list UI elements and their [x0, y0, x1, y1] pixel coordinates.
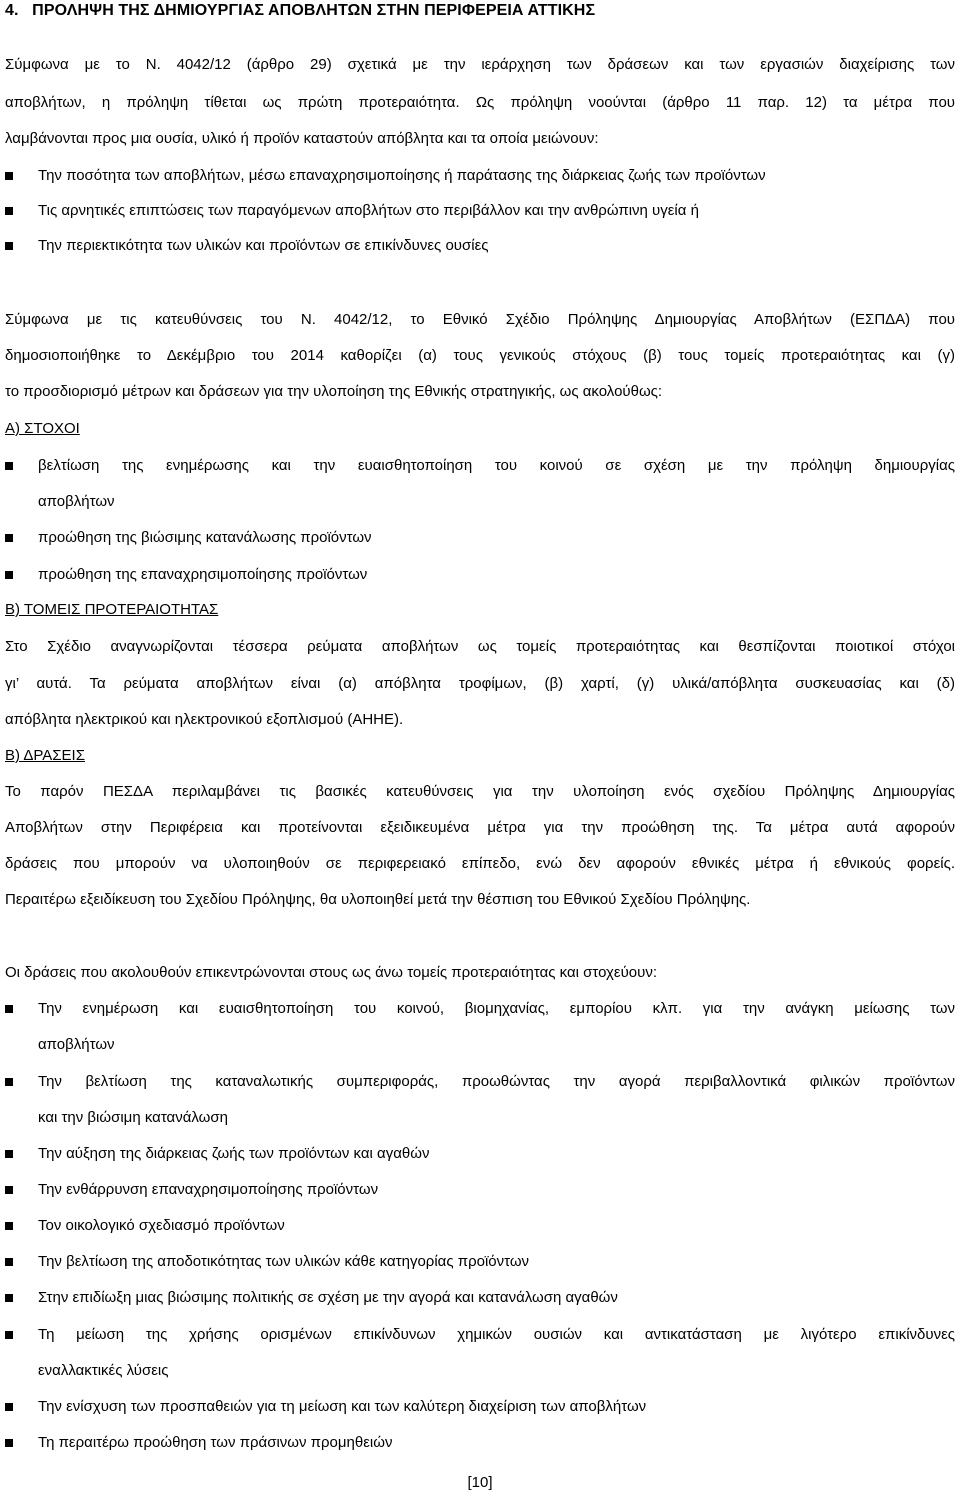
- focus-item-2-line-1: Την βελτίωση της καταναλωτικής συμπεριφοράς, προωθώντας την αγορά περιβαλλοντικά φιλικών προϊόντων: [38, 1073, 955, 1090]
- bullet-icon: [5, 207, 13, 215]
- actions-title: Β) ΔΡΑΣΕΙΣ: [5, 747, 85, 764]
- focus-item-2-line-2: και την βιώσιμη κατανάλωση: [38, 1109, 228, 1126]
- bullet-icon: [5, 1186, 13, 1194]
- focus-item-8-line-2: εναλλακτικές λύσεις: [38, 1362, 169, 1379]
- bullet-icon: [5, 1403, 13, 1411]
- plan-line-3: το προσδιορισμό μέτρων και δράσεων για την υλοποίηση της Εθνικής στρατηγικής, ως ακολούθως:: [5, 383, 663, 400]
- actions-line-4: Περαιτέρω εξειδίκευση του Σχεδίου Πρόληψης, θα υλοποιηθεί μετά την θέσπιση του Εθνικού Σχεδίου Πρόληψης.: [5, 891, 751, 908]
- focus-item-6: Την βελτίωση της αποδοτικότητας των υλικών κάθε κατηγορίας προϊόντων: [38, 1253, 530, 1270]
- focus-item-10: Τη περαιτέρω προώθηση των πράσινων προμηθειών: [38, 1434, 393, 1451]
- bullet-icon: [5, 1005, 13, 1013]
- bullet-icon: [5, 1222, 13, 1230]
- bullet-icon: [5, 462, 13, 470]
- sectors-line-2: γι’ αυτά. Τα ρεύματα αποβλήτων είναι (α) απόβλητα τροφίμων, (β) χαρτί, (γ) υλικά/απόβλητα συσκευασίας και (δ): [5, 675, 955, 692]
- focus-item-9: Την ενίσχυση των προσπαθειών για τη μείωση και των καλύτερη διαχείριση των αποβλήτων: [38, 1398, 647, 1415]
- focus-item-8-line-1: Τη μείωση της χρήσης ορισμένων επικίνδυνων χημικών ουσιών και αντικατάσταση με λιγότερο επικίνδυνες: [38, 1326, 955, 1343]
- goal-item-1-line-1: βελτίωση της ενημέρωσης και την ευαισθητοποίηση του κοινού σε σχέση με την πρόληψη δημιουργίας: [38, 457, 955, 474]
- section-heading: 4. ΠΡΟΛΗΨΗ ΤΗΣ ΔΗΜΙΟΥΡΓΙΑΣ ΑΠΟΒΛΗΤΩΝ ΣΤΗΝ ΠΕΡΙΦΕΡΕΙΑ ΑΤΤΙΚΗΣ: [5, 2, 596, 19]
- bullet-icon: [5, 534, 13, 542]
- bullet-icon: [5, 1331, 13, 1339]
- bullet-icon: [5, 242, 13, 250]
- sectors-line-3: απόβλητα ηλεκτρικού και ηλεκτρονικού εξοπλισμού (ΑΗΗΕ).: [5, 711, 404, 728]
- focus-item-4: Την ενθάρρυνση επαναχρησιμοποίησης προϊόντων: [38, 1181, 379, 1198]
- intro-line-2: αποβλήτων, η πρόληψη τίθεται ως πρώτη προτεραιότητα. Ως πρόληψη νοούνται (άρθρο 11 παρ. 12) τα μέτρα που: [5, 94, 955, 111]
- plan-line-1: Σύμφωνα με τις κατευθύνσεις του Ν. 4042/12, το Εθνικό Σχέδιο Πρόληψης Δημιουργίας Αποβλήτων (ΕΣΠΔΑ) που: [5, 311, 955, 328]
- focus-item-5: Τον οικολογικό σχεδιασμό προϊόντων: [38, 1217, 285, 1234]
- bullet-icon: [5, 1078, 13, 1086]
- focus-item-1-line-1: Την ενημέρωση και ευαισθητοποίηση του κοινού, βιομηχανίας, εμπορίου κλπ. για την ανάγκη μείωσης των: [38, 1000, 955, 1017]
- bullet-icon: [5, 1294, 13, 1302]
- actions-line-3: δράσεις που μπορούν να υλοποιηθούν σε περιφερειακό επίπεδο, ενώ δεν αφορούν εθνικές μέτρα ή εθνικούς φορείς.: [5, 855, 955, 872]
- sectors-line-1: Στο Σχέδιο αναγνωρίζονται τέσσερα ρεύματα αποβλήτων ως τομείς προτεραιότητας και θεσπίζονται ποιοτικοί στόχοι: [5, 638, 955, 655]
- intro-line-1: Σύμφωνα με το Ν. 4042/12 (άρθρο 29) σχετικά με την ιεράρχηση των δράσεων και των εργασιών διαχείρισης των: [5, 56, 955, 73]
- bullet-icon: [5, 1150, 13, 1158]
- goal-item-1-line-2: αποβλήτων: [38, 493, 115, 510]
- list-item: Την περιεκτικότητα των υλικών και προϊόντων σε επικίνδυνες ουσίες: [38, 237, 489, 254]
- bullet-icon: [5, 1439, 13, 1447]
- focus-item-7: Στην επιδίωξη μιας βιώσιμης πολιτικής σε σχέση με την αγορά και κατανάλωση αγαθών: [38, 1289, 618, 1306]
- goal-item-3: προώθηση της επαναχρησιμοποίησης προϊόντων: [38, 566, 368, 583]
- actions-line-1: Το παρόν ΠΕΣΔΑ περιλαμβάνει τις βασικές κατευθύνσεις για την υλοποίηση ενός σχεδίου Πρόληψης Δημιουργίας: [5, 783, 955, 800]
- bullet-icon: [5, 571, 13, 579]
- list-item: Την ποσότητα των αποβλήτων, μέσω επαναχρησιμοποίησης ή παράτασης της διάρκειας ζωής των προϊόντων: [38, 167, 766, 184]
- actions-line-2: Αποβλήτων στην Περιφέρεια και προτείνονται εξειδικευμένα μέτρα για την προώθηση της. Τα μέτρα αυτά αφορούν: [5, 819, 955, 836]
- plan-line-2: δημοσιοποιήθηκε το Δεκέμβριο του 2014 καθορίζει (α) τους γενικούς στόχους (β) τους τομείς προτεραιότητας και (γ): [5, 347, 955, 364]
- intro-line-3: λαμβάνονται προς μια ουσία, υλικό ή προϊόν καταστούν απόβλητα και τα οποία μειώνουν:: [5, 130, 599, 147]
- list-item: Τις αρνητικές επιπτώσεις των παραγόμενων αποβλήτων στο περιβάλλον και την ανθρώπινη υγεία ή: [38, 202, 699, 219]
- page-number: [10]: [467, 1474, 493, 1491]
- bullet-icon: [5, 172, 13, 180]
- focus-item-1-line-2: αποβλήτων: [38, 1036, 115, 1053]
- bullet-icon: [5, 1258, 13, 1266]
- goals-title: Α) ΣΤΟΧΟΙ: [5, 420, 80, 437]
- sectors-title: Β) ΤΟΜΕΙΣ ΠΡΟΤΕΡΑΙΟΤΗΤΑΣ: [5, 601, 219, 618]
- focus-item-3: Την αύξηση της διάρκειας ζωής των προϊόντων και αγαθών: [38, 1145, 430, 1162]
- focus-intro: Οι δράσεις που ακολουθούν επικεντρώνονται στους ως άνω τομείς προτεραιότητας και στοχεύουν:: [5, 964, 658, 981]
- goal-item-2: προώθηση της βιώσιμης κατανάλωσης προϊόντων: [38, 529, 372, 546]
